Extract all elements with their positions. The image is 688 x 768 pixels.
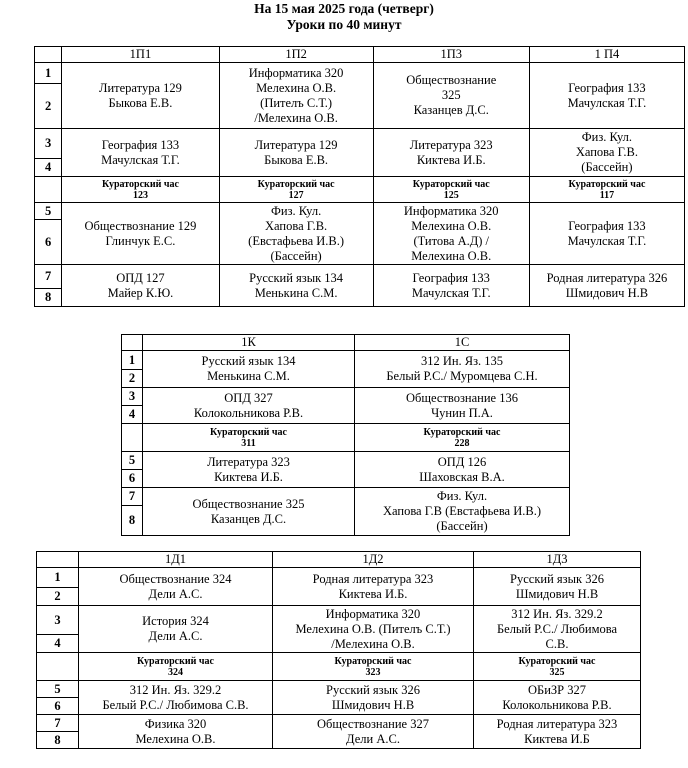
lesson-detail: 323	[365, 666, 381, 678]
lesson-detail: 127	[288, 189, 304, 201]
table-row	[35, 203, 685, 220]
table-row	[37, 715, 641, 732]
lesson-detail: 324	[168, 666, 183, 678]
table-row	[35, 63, 685, 84]
table-row	[122, 424, 570, 452]
table-row	[122, 351, 570, 370]
lesson-detail: Шаховская В.А.	[419, 469, 505, 484]
lesson-number: 6	[122, 470, 143, 488]
lesson-cell	[474, 715, 641, 749]
lesson-cell	[219, 265, 373, 307]
schedule-table-1p	[34, 46, 685, 307]
lesson-detail: 117	[599, 189, 615, 201]
lesson-detail: 311	[241, 437, 256, 449]
table-row	[122, 335, 570, 351]
lesson-cell	[273, 606, 474, 653]
lesson-cell	[273, 568, 474, 606]
lesson-number: 5	[35, 203, 62, 220]
lesson-subject: Русский язык 134	[201, 354, 296, 368]
lesson-cell	[355, 488, 570, 536]
lesson-detail: Белый Р.С./ Любимова С.В.	[102, 697, 249, 712]
lesson-cell	[219, 63, 373, 129]
lesson-cell	[62, 129, 219, 177]
table-row	[37, 606, 641, 635]
lesson-subject: Русский язык 326	[326, 682, 420, 697]
lesson-subject: Русский язык 134	[249, 270, 344, 285]
lesson-subject: Литература 323	[409, 137, 493, 152]
lesson-subject: Кураторский час	[423, 426, 501, 438]
lesson-detail: Киктева И.Б	[524, 731, 590, 746]
lesson-detail: Хапова Г.В.	[265, 218, 328, 233]
lesson-detail: Шмидович Н.В	[565, 285, 649, 300]
lesson-subject: 312 Ин. Яз. 329.2	[129, 682, 222, 697]
lesson-detail: Мачулская Т.Г.	[567, 233, 647, 248]
lesson-cell	[474, 606, 641, 653]
lesson-number: 7	[37, 715, 79, 732]
lesson-subject: География 133	[568, 80, 646, 95]
group-header: 1П2	[219, 47, 373, 63]
lesson-detail: (Бассейн)	[436, 519, 488, 533]
lesson-cell	[529, 265, 684, 307]
lesson-cell	[529, 203, 684, 265]
group-header: 1Д1	[79, 552, 273, 568]
lesson-cell	[79, 715, 273, 749]
lesson-subject: Литература 129	[99, 80, 182, 95]
lesson-subject: 312 Ин. Яз. 329.2	[511, 606, 603, 621]
schedule-date-title: На 15 мая 2025 года (четверг)	[254, 1, 434, 16]
lesson-number: 4	[122, 406, 143, 424]
empty-number-cell	[37, 653, 79, 681]
lesson-subject: Обществознание 129	[84, 218, 197, 233]
lesson-detail: 228	[454, 437, 470, 449]
curator-hour-cell	[219, 177, 373, 203]
lesson-cell	[79, 606, 273, 653]
lesson-detail: Дели А.С.	[346, 731, 400, 746]
lesson-subject: Кураторский час	[210, 426, 287, 438]
lesson-subject: История 324	[142, 614, 209, 628]
lesson-number: 1	[122, 351, 143, 370]
lesson-cell	[373, 129, 529, 177]
lesson-cell	[219, 129, 373, 177]
lesson-subject: Физика 320	[144, 716, 207, 731]
lesson-cell	[529, 63, 684, 129]
lesson-subject: Физ. Кул.	[436, 489, 488, 503]
lesson-detail: С.В.	[545, 636, 569, 651]
lesson-subject: Кураторский час	[257, 178, 335, 190]
lesson-detail: Мачулская Т.Г.	[411, 285, 491, 300]
table-row	[35, 129, 685, 159]
lesson-detail: 325	[549, 666, 565, 678]
lesson-detail: (Бассейн)	[581, 160, 633, 174]
empty-number-cell	[35, 177, 62, 203]
lesson-detail: Мачулская Т.Г.	[101, 152, 180, 167]
lesson-subject: Родная литература 326	[546, 270, 668, 285]
lesson-number: 4	[35, 159, 62, 177]
group-header: 1Д3	[474, 552, 641, 568]
curator-hour-cell	[373, 177, 529, 203]
lesson-number: 6	[37, 698, 79, 715]
lesson-detail: Мелехина О.В.	[411, 218, 492, 233]
lesson-cell	[62, 63, 219, 129]
lesson-number: 2	[37, 588, 79, 606]
lesson-subject: Кураторский час	[518, 655, 596, 667]
curator-hour-cell	[79, 653, 273, 681]
lesson-number: 1	[35, 63, 62, 84]
lesson-detail: Казанцев Д.С.	[210, 511, 287, 526]
lesson-detail: Колокольникова Р.В.	[193, 405, 304, 420]
lesson-detail: Менькина С.М.	[254, 285, 338, 300]
lesson-detail: Мелехина О.В.	[256, 80, 337, 95]
lesson-detail: Шмидович Н.В	[515, 586, 599, 601]
lesson-number: 3	[122, 388, 143, 406]
lesson-detail: Мелехина О.В.	[411, 248, 492, 263]
lesson-detail: Мелехина О.В. (Пителъ С.Т.)	[295, 621, 451, 636]
lesson-cell	[143, 351, 355, 388]
lesson-detail: (Евстафьева И.В.)	[248, 233, 345, 248]
lesson-number: 5	[37, 681, 79, 698]
curator-hour-cell	[529, 177, 684, 203]
lesson-detail: Мелехина О.В.	[135, 731, 216, 746]
curator-hour-cell	[474, 653, 641, 681]
table-row	[35, 177, 685, 203]
lesson-subject: Кураторский час	[101, 178, 179, 190]
group-header: 1Д2	[273, 552, 474, 568]
lesson-cell	[219, 203, 373, 265]
lesson-cell	[143, 388, 355, 424]
lesson-subject: География 133	[568, 218, 646, 233]
lesson-number: 6	[35, 220, 62, 265]
lesson-subject: ОПД 126	[437, 454, 487, 469]
group-header: 1С	[355, 335, 570, 351]
lesson-cell	[62, 203, 219, 265]
lesson-subject: Обществознание 327	[317, 716, 429, 731]
lesson-subject: ОБиЗР 327	[528, 682, 586, 697]
table-row	[122, 452, 570, 470]
group-header: 1П3	[373, 47, 529, 63]
lesson-number: 7	[35, 265, 62, 289]
lesson-detail: Мачулская Т.Г.	[567, 95, 647, 110]
lesson-subject: Родная литература 323	[496, 716, 618, 731]
corner-cell	[37, 552, 79, 568]
lesson-detail: Быкова Е.В.	[108, 95, 173, 110]
lesson-subject: Кураторский час	[334, 655, 412, 667]
curator-hour-cell	[143, 424, 355, 452]
lesson-subject: Литература 129	[254, 137, 338, 152]
lesson-subject: Обществознание	[406, 73, 497, 87]
schedule-table-1d	[36, 551, 641, 749]
lesson-cell	[273, 715, 474, 749]
lesson-subject: Физ. Кул.	[581, 130, 633, 144]
table-row	[35, 265, 685, 289]
curator-hour-cell	[62, 177, 219, 203]
lesson-detail: (Бассейн)	[270, 248, 322, 263]
lesson-cell	[355, 351, 570, 388]
group-header: 1П1	[62, 47, 219, 63]
lesson-number: 2	[35, 84, 62, 129]
table-row	[37, 552, 641, 568]
lesson-number: 8	[122, 506, 143, 536]
lesson-detail: /Мелехина О.В.	[254, 110, 338, 125]
lesson-detail: Шмидович Н.В	[331, 697, 415, 712]
lesson-cell	[143, 488, 355, 536]
lesson-subject: География 133	[412, 270, 490, 285]
lesson-number: 8	[37, 732, 79, 749]
lesson-subject: Литература 323	[207, 454, 290, 469]
lesson-detail: Киктева И.Б.	[338, 586, 408, 601]
lesson-cell	[529, 129, 684, 177]
curator-hour-cell	[273, 653, 474, 681]
lesson-cell	[355, 388, 570, 424]
lesson-cell	[474, 681, 641, 715]
lesson-duration-title: Уроки по 40 минут	[286, 17, 402, 32]
lesson-detail: /Мелехина О.В.	[331, 636, 415, 651]
lesson-subject: Родная литература 323	[312, 571, 434, 586]
lesson-cell	[62, 265, 219, 307]
lesson-subject: 312 Ин. Яз. 135	[420, 354, 504, 368]
lesson-number: 2	[122, 370, 143, 388]
lesson-subject: Русский язык 326	[510, 571, 604, 586]
lesson-detail: 125	[443, 189, 459, 201]
lesson-subject: Информатика 320	[248, 65, 344, 80]
lesson-detail: Хапова Г.В.	[575, 145, 638, 159]
lesson-cell	[355, 452, 570, 488]
lesson-detail: Чунин П.А.	[431, 405, 493, 420]
empty-number-cell	[122, 424, 143, 452]
lesson-subject: Обществознание 324	[119, 571, 232, 586]
lesson-subject: Кураторский час	[568, 178, 646, 190]
table-row	[37, 681, 641, 698]
lesson-subject: Физ. Кул.	[271, 203, 322, 218]
lesson-detail: Хапова Г.В (Евстафьева И.В.)	[382, 504, 542, 518]
lesson-cell	[273, 681, 474, 715]
lesson-cell	[79, 681, 273, 715]
lesson-number: 1	[37, 568, 79, 588]
corner-cell	[35, 47, 62, 63]
table-row	[35, 47, 685, 63]
lesson-cell	[373, 203, 529, 265]
curator-hour-cell	[355, 424, 570, 452]
lesson-number: 5	[122, 452, 143, 470]
lesson-detail: Казанцев Д.С.	[413, 103, 489, 117]
lesson-subject: Кураторский час	[137, 655, 214, 667]
table-row	[37, 653, 641, 681]
table-row	[37, 568, 641, 588]
lesson-subject: Кураторский час	[412, 178, 490, 190]
lesson-subject: Информатика 320	[403, 203, 499, 218]
lesson-detail: Менькина С.М.	[207, 369, 290, 383]
group-header: 1К	[143, 335, 355, 351]
lesson-number: 3	[35, 129, 62, 159]
lesson-number: 3	[37, 606, 79, 635]
lesson-detail: 123	[132, 189, 148, 201]
lesson-subject: География 133	[101, 137, 180, 152]
lesson-cell	[373, 63, 529, 129]
lesson-subject: Обществознание 136	[406, 390, 518, 405]
corner-cell	[122, 335, 143, 351]
lesson-detail: (Пителъ С.Т.)	[260, 95, 333, 110]
lesson-detail: Киктева И.Б.	[416, 152, 486, 167]
lesson-cell	[143, 452, 355, 488]
lesson-subject: ОПД 127	[116, 270, 165, 285]
lesson-subject: ОПД 327	[224, 390, 273, 405]
lesson-detail: Колокольникова Р.В.	[502, 697, 612, 712]
lesson-detail: Дели А.С.	[148, 586, 203, 601]
lesson-number: 8	[35, 289, 62, 307]
schedule-table-1k-1s	[121, 334, 570, 536]
lesson-detail: Белый Р.С./ Любимова	[496, 621, 618, 636]
lesson-number: 7	[122, 488, 143, 506]
lesson-cell	[474, 568, 641, 606]
lesson-subject: Обществознание 325	[192, 496, 305, 511]
lesson-detail: Быкова Е.В.	[264, 152, 329, 167]
lesson-subject: Информатика 320	[325, 606, 421, 621]
lesson-number: 4	[37, 635, 79, 653]
table-row	[122, 388, 570, 406]
group-header: 1 П4	[529, 47, 684, 63]
lesson-detail: Глинчук Е.С.	[105, 233, 176, 248]
lesson-detail: Дели А.С.	[148, 629, 203, 643]
lesson-cell	[373, 265, 529, 307]
table-row	[122, 488, 570, 506]
lesson-detail: Белый Р.С./ Муромцева С.Н.	[386, 369, 538, 383]
lesson-detail: Майер К.Ю.	[107, 285, 174, 300]
lesson-detail: 325	[441, 88, 461, 102]
lesson-cell	[79, 568, 273, 606]
lesson-detail: (Титова А.Д) /	[413, 233, 490, 248]
lesson-detail: Киктева И.Б.	[214, 469, 283, 484]
